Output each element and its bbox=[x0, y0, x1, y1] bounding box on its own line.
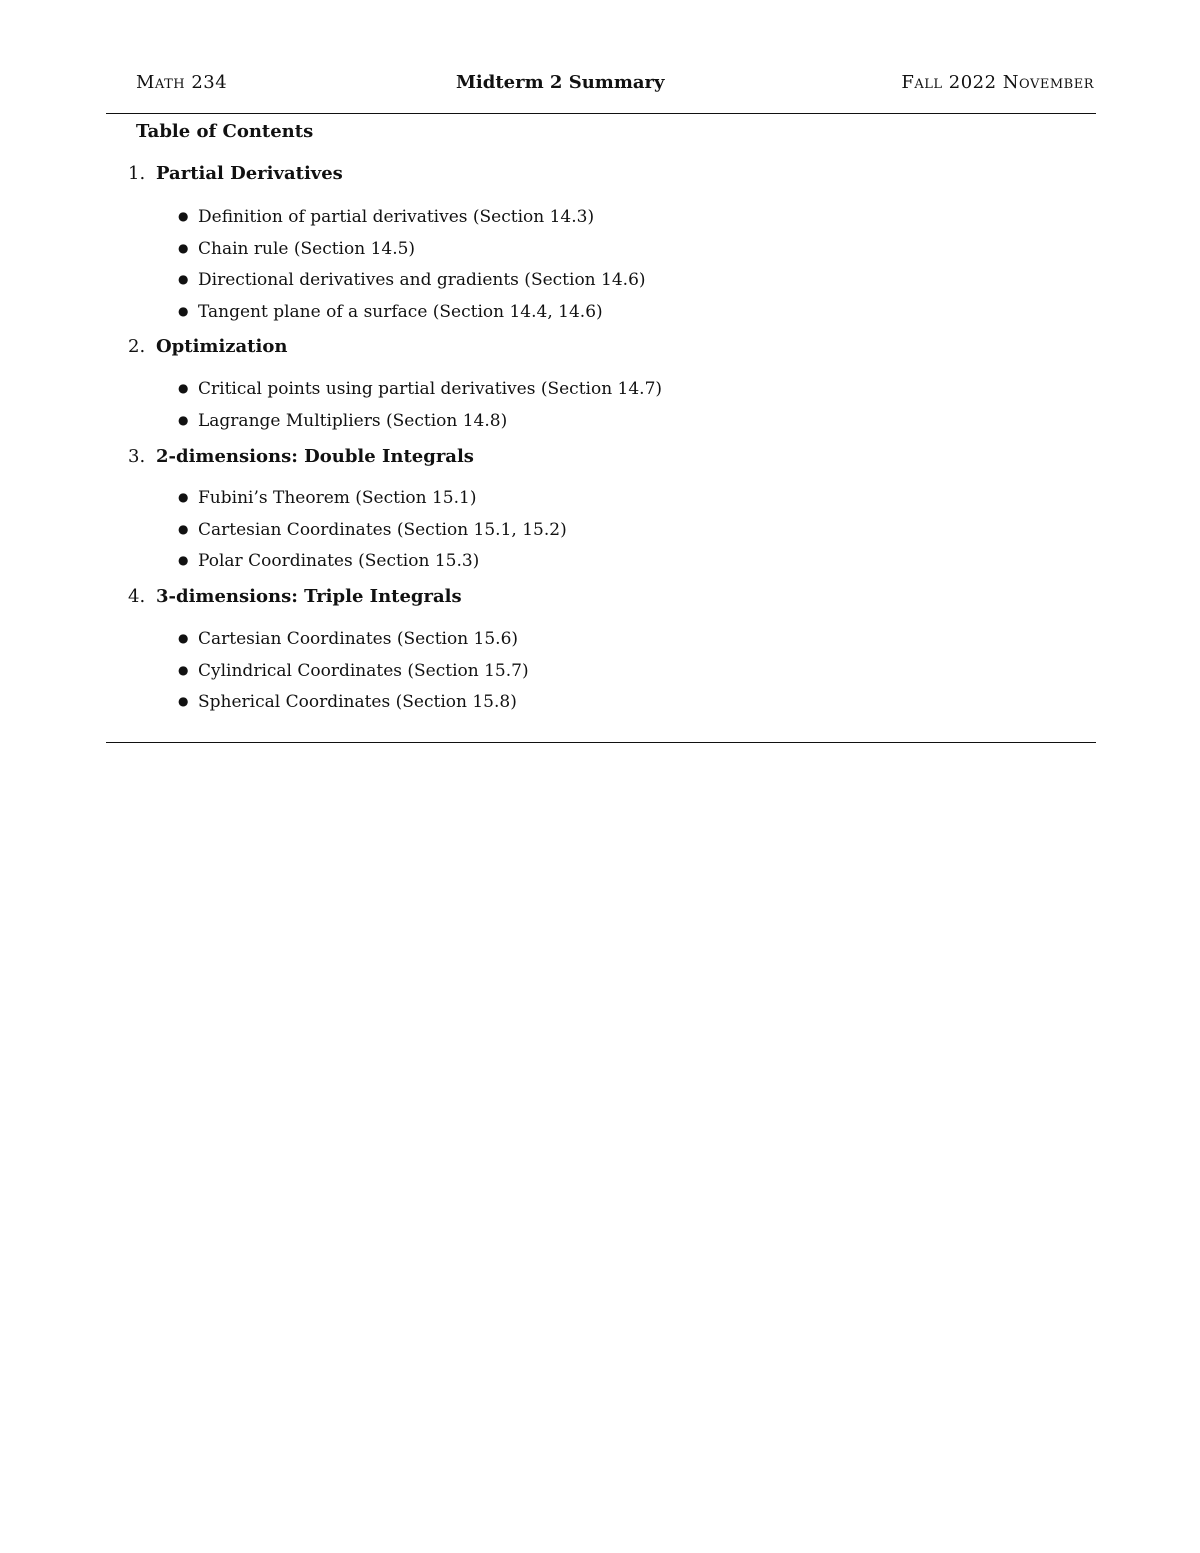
footer-divider bbox=[106, 742, 1096, 743]
bullet-icon: ● bbox=[178, 272, 189, 286]
bullet-icon: ● bbox=[178, 381, 189, 395]
term-label: Fall 2022 November bbox=[901, 72, 1094, 93]
section-2-items bbox=[178, 377, 662, 440]
list-item: ● Cylindrical Coordinates (Section 15.7) bbox=[178, 660, 529, 681]
section-3-items bbox=[178, 486, 567, 581]
section-1-items bbox=[178, 205, 646, 331]
bullet-icon: ● bbox=[178, 209, 189, 223]
section-4-items bbox=[178, 627, 529, 722]
course-name: Math 234 bbox=[136, 72, 228, 93]
list-item: ● Critical points using partial derivatives (Section 14.7) bbox=[178, 379, 663, 399]
toc-heading: Table of Contents bbox=[136, 121, 314, 142]
bullet-icon: ● bbox=[178, 303, 189, 318]
bullet-icon: ● bbox=[178, 412, 189, 427]
document-title: Midterm 2 Summary bbox=[456, 72, 665, 93]
bullet-icon: ● bbox=[178, 631, 189, 645]
section-heading-2 bbox=[128, 336, 287, 357]
bullet-icon: ● bbox=[178, 490, 189, 504]
bullet-icon: ● bbox=[178, 662, 189, 677]
list-item: ● Cartesian Coordinates (Section 15.6) bbox=[178, 629, 519, 649]
section-title: 3-dimensions: Triple Integrals bbox=[156, 586, 462, 607]
list-item: ● Lagrange Multipliers (Section 14.8) bbox=[178, 410, 508, 431]
section-heading-1 bbox=[128, 163, 343, 184]
list-item: ● Chain rule (Section 14.5) bbox=[178, 238, 416, 259]
section-title: Partial Derivatives bbox=[156, 163, 343, 184]
list-item: ● Fubini’s Theorem (Section 15.1) bbox=[178, 488, 477, 508]
list-item: ● Directional derivatives and gradients (Section 14.6) bbox=[178, 270, 646, 290]
section-heading-4 bbox=[128, 586, 462, 607]
section-number: 3. bbox=[128, 446, 146, 467]
list-item: ● Definition of partial derivatives (Section 14.3) bbox=[178, 207, 595, 227]
list-item: ● Spherical Coordinates (Section 15.8) bbox=[178, 692, 517, 712]
list-item: ● Cartesian Coordinates (Section 15.1, 15.2) bbox=[178, 519, 567, 540]
bullet-icon: ● bbox=[178, 521, 189, 536]
list-item: ● Polar Coordinates (Section 15.3) bbox=[178, 551, 480, 571]
section-heading-3 bbox=[128, 446, 474, 467]
section-number: 4. bbox=[128, 586, 146, 607]
section-number: 2. bbox=[128, 336, 146, 357]
page-header bbox=[136, 72, 1094, 98]
section-number: 1. bbox=[128, 163, 146, 184]
header-divider bbox=[106, 113, 1096, 114]
bullet-icon: ● bbox=[178, 240, 189, 255]
section-title: Optimization bbox=[156, 336, 288, 357]
bullet-icon: ● bbox=[178, 694, 189, 708]
section-title: 2-dimensions: Double Integrals bbox=[156, 446, 474, 467]
list-item: ● Tangent plane of a surface (Section 14.4, 14.6) bbox=[178, 301, 603, 322]
bullet-icon: ● bbox=[178, 553, 189, 567]
